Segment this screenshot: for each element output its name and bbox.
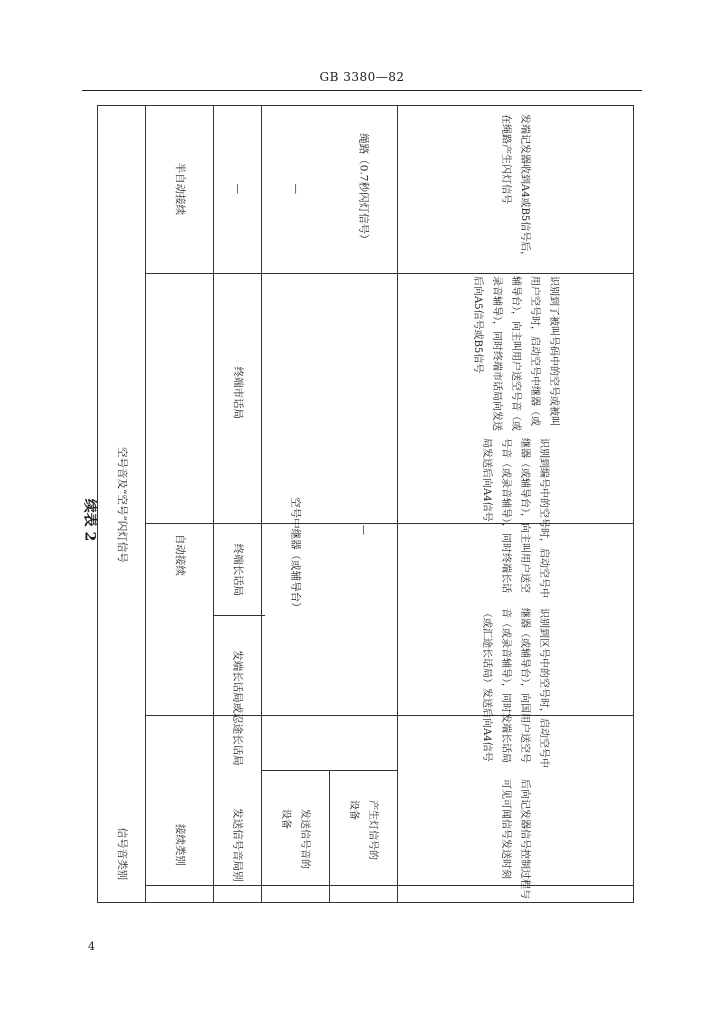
toll-terminal-label: 终端长话局 bbox=[231, 543, 244, 597]
group-header: 空号音及“空号”闪灯信号 bbox=[115, 447, 128, 563]
sending-office-header: 发送信号音局别 bbox=[231, 808, 244, 882]
semi-dash-1: — bbox=[231, 183, 244, 195]
lamp-equip-header: 产生灯信号的设备 bbox=[348, 800, 378, 860]
table-caption: 续表 2 bbox=[81, 498, 97, 542]
local-terminal-label: 终端市话局 bbox=[231, 366, 244, 420]
sending-equip-header: 发送信号音的设备 bbox=[280, 809, 310, 869]
auto-connection-header: 自动接续 bbox=[173, 534, 186, 576]
time-toll: 识别到编号中的空号时，启动空号中继器（或辅导台），向主叫用户送空号音（或录音辅导），同时终端长话局发送后向A4信号 bbox=[481, 437, 549, 598]
equip-value: 空号中继器（或辅导台） bbox=[289, 497, 302, 613]
row-sep-equip bbox=[261, 770, 397, 771]
row-sep-auto-sub bbox=[213, 615, 265, 616]
semi-dash-2: — bbox=[289, 183, 302, 195]
page-header: GB 3380—82 bbox=[319, 70, 405, 84]
connection-type-header: 接续类别 bbox=[173, 824, 186, 866]
time-local: 识别到区号中的空号时，启动空号中继器（或辅导台），向国用户送空号音（或录音辅导），同时发端长话局（或汇途长话局）发送后向A4信号 bbox=[481, 607, 549, 768]
semi-auto-header: 半自动接续 bbox=[173, 162, 186, 216]
lamp-value: 绳路（0.7秒闪灯信号） bbox=[357, 133, 370, 245]
header-rule bbox=[82, 90, 642, 91]
page-number: 4 bbox=[88, 940, 95, 953]
lamp-dash: — bbox=[357, 524, 370, 536]
signal-type-header: 信号音类别 bbox=[115, 827, 128, 880]
row-sep-semi bbox=[145, 273, 397, 274]
local-sending-label: 发端长话局或忍途长话局 bbox=[231, 649, 244, 766]
equip-stub bbox=[261, 745, 262, 746]
sending-time-header: 后向记发器信号控制过程与可见可闻信号发送时刻 bbox=[500, 779, 530, 899]
rotated-table bbox=[97, 105, 634, 903]
time-semi: 发端记发器收到A4或B5信号后，在绳路产生闪灯信号 bbox=[500, 114, 530, 262]
time-city: 识别到了被叫号码中的空号或被叫用户空号时，启动空号中继器（或辅导台），向主叫用户送空号音（或录音辅导），同时终端市话局向发送后向A5信号或B5信号 bbox=[471, 275, 559, 431]
border-right bbox=[633, 105, 634, 903]
